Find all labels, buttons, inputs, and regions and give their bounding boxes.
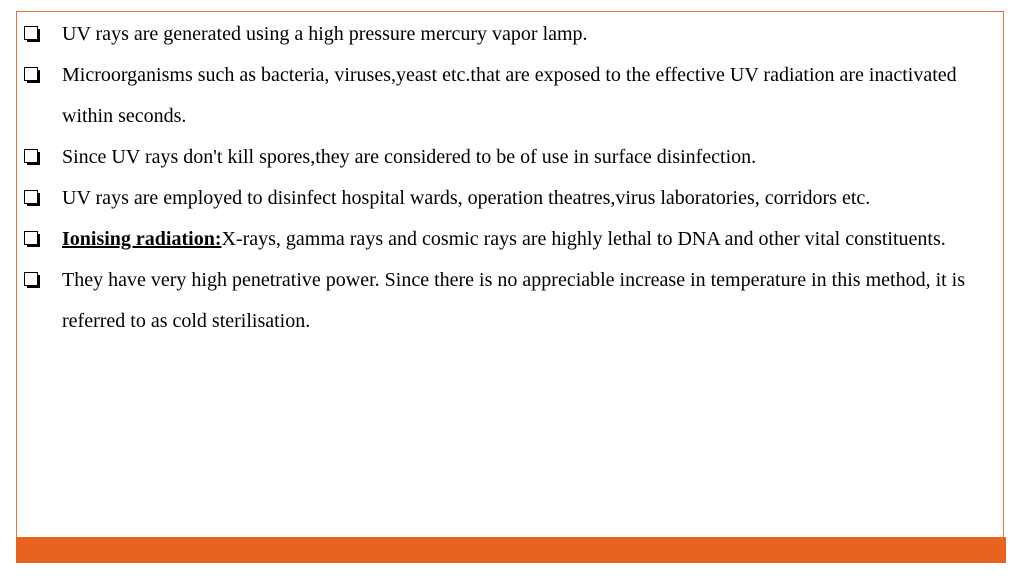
- bullet-text: Since UV rays don't kill spores,they are considered to be of use in surface disinfection.: [62, 146, 757, 168]
- bullet-item-microorganisms: [20, 55, 1000, 137]
- bullet-text: They have very high penetrative power. Since there is no appreciable increase in temperature in this method, it is referred to as cold sterilisation.: [62, 269, 966, 332]
- bullet-list: [20, 14, 1000, 342]
- bullet-text: X-rays, gamma rays and cosmic rays are highly lethal to DNA and other vital constituents.: [221, 228, 946, 250]
- bullet-item-uv-lamp: [20, 14, 1000, 55]
- bullet-text: UV rays are employed to disinfect hospital wards, operation theatres,virus laboratories, corridors etc.: [62, 187, 871, 209]
- checkbox-square-icon: [24, 272, 38, 286]
- bullet-text: UV rays are generated using a high pressure mercury vapor lamp.: [62, 23, 588, 45]
- checkbox-square-icon: [24, 190, 38, 204]
- bullet-item-penetrative-power: [20, 260, 1000, 342]
- bullet-item-hospital-use: [20, 178, 1000, 219]
- footer-accent-bar: [16, 537, 1006, 563]
- checkbox-square-icon: [24, 67, 38, 81]
- bullet-item-spores: [20, 137, 1000, 178]
- checkbox-square-icon: [24, 26, 38, 40]
- bullet-text: Microorganisms such as bacteria, viruses,yeast etc.that are exposed to the effective UV radiation are inactivated within seconds.: [62, 64, 957, 127]
- checkbox-square-icon: [24, 149, 38, 163]
- term-heading: Ionising radiation:: [62, 228, 222, 250]
- bullet-item-ionising-radiation: [20, 219, 1000, 260]
- checkbox-square-icon: [24, 231, 38, 245]
